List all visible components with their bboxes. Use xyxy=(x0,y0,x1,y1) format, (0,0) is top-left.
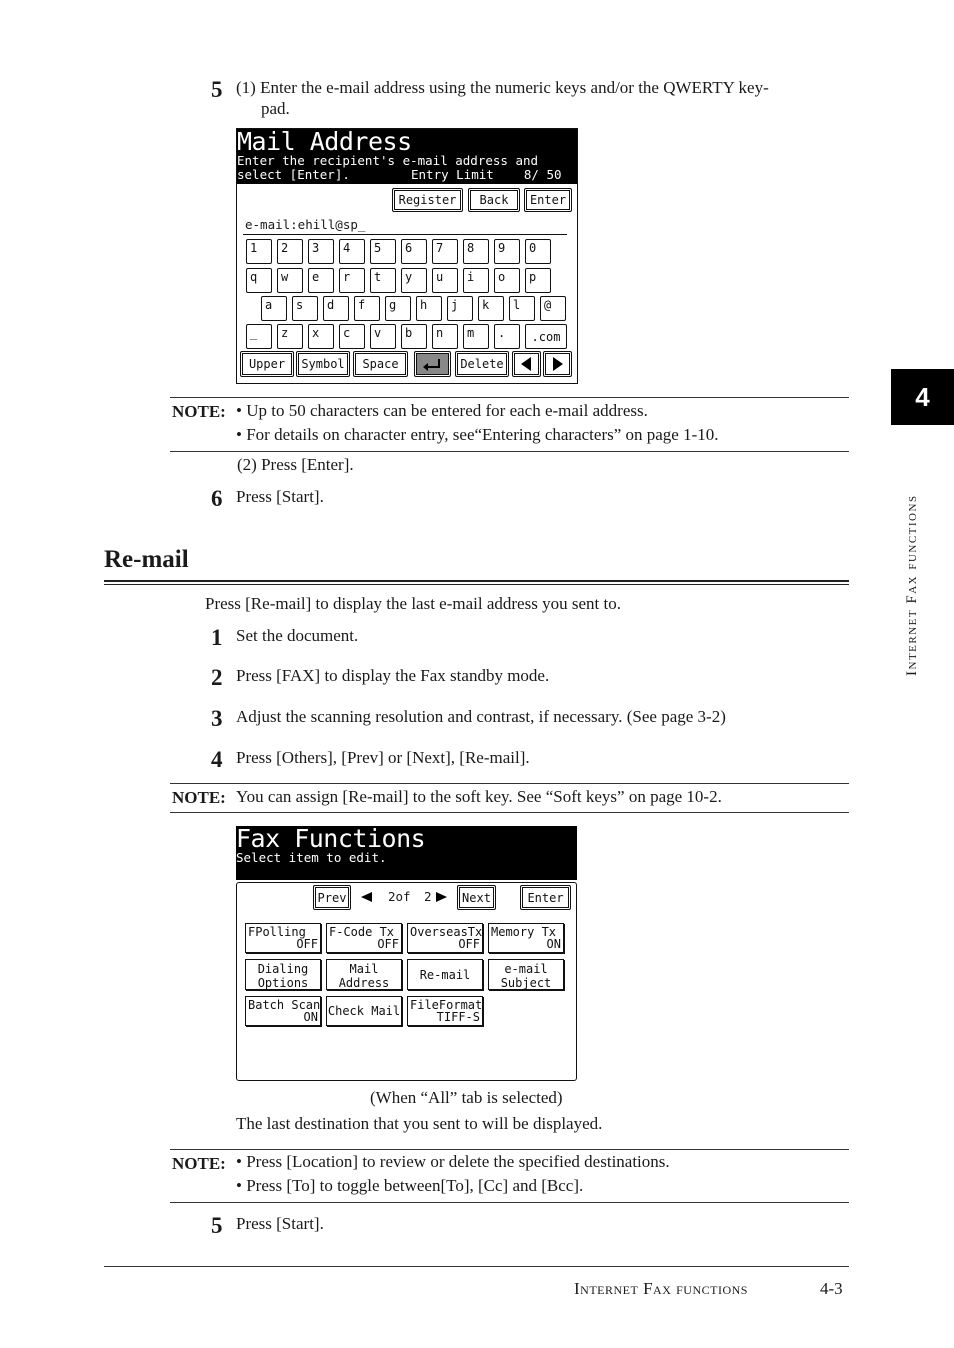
key-b[interactable]: b xyxy=(401,324,427,349)
space-button[interactable]: Space xyxy=(353,351,408,377)
section-heading: Re-mail xyxy=(104,546,189,573)
left-arrow-icon[interactable] xyxy=(512,351,541,377)
right-triangle-icon xyxy=(434,891,448,903)
step-number: 6 xyxy=(211,486,223,511)
next-button[interactable]: Next xyxy=(457,885,496,910)
step-text-continued: pad. xyxy=(261,99,290,118)
memory-tx-button[interactable]: Memory Tx ON xyxy=(488,923,564,953)
check-mail-button[interactable]: Check Mail xyxy=(326,996,402,1026)
key-v[interactable]: v xyxy=(370,324,396,349)
key-c[interactable]: c xyxy=(339,324,365,349)
key-x[interactable]: x xyxy=(308,324,334,349)
upper-button[interactable]: Upper xyxy=(240,351,294,377)
page-indicator: 2of xyxy=(388,889,411,904)
screen-header xyxy=(237,129,577,184)
screen-subtitle: Enter the recipient's e-mail address and xyxy=(237,153,539,168)
key-n[interactable]: n xyxy=(432,324,458,349)
key-p[interactable]: p xyxy=(525,268,551,293)
key-underscore[interactable]: _ xyxy=(246,324,272,349)
overseas-tx-button[interactable]: OverseasTx OFF xyxy=(407,923,483,953)
step-text: Set the document. xyxy=(236,626,359,645)
note-label: NOTE: xyxy=(172,402,226,421)
step-number: 4 xyxy=(211,747,223,772)
key-6[interactable]: 6 xyxy=(401,239,427,264)
page-total: 2 xyxy=(424,889,432,904)
key-z[interactable]: z xyxy=(277,324,303,349)
footer-rule xyxy=(104,1266,849,1267)
note-label: NOTE: xyxy=(172,1154,226,1173)
key-k[interactable]: k xyxy=(478,296,504,321)
enter-button[interactable]: Enter xyxy=(524,188,572,212)
remail-button[interactable]: Re-mail xyxy=(407,959,483,990)
mail-address-button[interactable]: Mail Address xyxy=(326,959,402,990)
step-text: Press [Start]. xyxy=(236,1214,324,1233)
screen-subtitle: select [Enter]. xyxy=(237,167,350,182)
key-1[interactable]: 1 xyxy=(246,239,272,264)
key-q[interactable]: q xyxy=(246,268,272,293)
note-label: NOTE: xyxy=(172,788,226,807)
key-5[interactable]: 5 xyxy=(370,239,396,264)
email-input-field[interactable]: e-mail:ehill@sp_ xyxy=(245,217,366,232)
key-dotcom[interactable]: .com xyxy=(525,324,567,349)
key-u[interactable]: u xyxy=(432,268,458,293)
back-button[interactable]: Back xyxy=(468,188,520,212)
right-arrow-icon[interactable] xyxy=(543,351,572,377)
note-bullet: • Press [Location] to review or delete the specified destinations. xyxy=(236,1152,670,1171)
step-number: 5 xyxy=(211,77,223,102)
entry-limit: Entry Limit 8/ 50 xyxy=(411,167,562,182)
step-text: (1) Enter the e-mail address using the numeric keys and/or the QWERTY key- xyxy=(236,78,769,97)
section-intro: Press [Re-mail] to display the last e-mail address you sent to. xyxy=(205,594,621,613)
key-s[interactable]: s xyxy=(292,296,318,321)
key-period[interactable]: . xyxy=(494,324,520,349)
key-g[interactable]: g xyxy=(385,296,411,321)
return-icon[interactable] xyxy=(414,351,451,377)
mail-address-screen xyxy=(236,128,578,384)
key-3[interactable]: 3 xyxy=(308,239,334,264)
key-0[interactable]: 0 xyxy=(525,239,551,264)
key-f[interactable]: f xyxy=(354,296,380,321)
step-number: 2 xyxy=(211,665,223,690)
key-i[interactable]: i xyxy=(463,268,489,293)
dialing-options-button[interactable]: Dialing Options xyxy=(245,959,321,990)
email-subject-button[interactable]: e-mail Subject xyxy=(488,959,564,990)
step-text: Press [Start]. xyxy=(236,487,324,506)
chapter-tab: 4 xyxy=(891,369,954,425)
key-t[interactable]: t xyxy=(370,268,396,293)
step-number: 3 xyxy=(211,706,223,731)
substep-text: (2) Press [Enter]. xyxy=(237,455,354,474)
note-bullet: • Press [To] to toggle between[To], [Cc] and [Bcc]. xyxy=(236,1176,584,1195)
divider xyxy=(170,451,849,452)
key-d[interactable]: d xyxy=(323,296,349,321)
key-r[interactable]: r xyxy=(339,268,365,293)
screen-title: Mail Address xyxy=(237,127,412,156)
key-h[interactable]: h xyxy=(416,296,442,321)
note-bullet: • For details on character entry, see“Entering characters” on page 1-10. xyxy=(236,425,719,444)
fax-functions-screen xyxy=(236,826,577,1081)
footer-title: Internet Fax functions xyxy=(574,1279,748,1298)
divider xyxy=(170,783,849,784)
key-w[interactable]: w xyxy=(277,268,303,293)
step-text: Press [Others], [Prev] or [Next], [Re-mail]. xyxy=(236,748,530,767)
step-number: 1 xyxy=(211,625,223,650)
left-triangle-icon xyxy=(360,891,374,903)
fcode-tx-button[interactable]: F-Code Tx OFF xyxy=(326,923,402,953)
divider xyxy=(170,1202,849,1203)
heading-rule xyxy=(104,584,849,585)
side-running-title: Internet Fax functions xyxy=(904,494,920,676)
screen-title: Fax Functions xyxy=(236,824,426,853)
heading-rule xyxy=(104,580,849,582)
step-number: 5 xyxy=(211,1213,223,1238)
figure-caption: (When “All” tab is selected) xyxy=(370,1088,563,1107)
page-number: 4-3 xyxy=(820,1279,843,1298)
delete-button[interactable]: Delete xyxy=(455,351,509,377)
key-7[interactable]: 7 xyxy=(432,239,458,264)
prev-button[interactable]: Prev xyxy=(313,885,351,910)
key-8[interactable]: 8 xyxy=(463,239,489,264)
divider xyxy=(170,1149,849,1150)
key-4[interactable]: 4 xyxy=(339,239,365,264)
divider xyxy=(170,397,849,398)
symbol-button[interactable]: Symbol xyxy=(296,351,350,377)
screen-header xyxy=(236,826,577,880)
step-text: Press [FAX] to display the Fax standby mode. xyxy=(236,666,550,685)
note-text: You can assign [Re-mail] to the soft key. See “Soft keys” on page 10-2. xyxy=(236,787,722,806)
divider xyxy=(170,812,849,813)
register-button[interactable]: Register xyxy=(392,188,463,212)
screen-subtitle: Select item to edit. xyxy=(236,850,387,865)
key-j[interactable]: j xyxy=(447,296,473,321)
key-2[interactable]: 2 xyxy=(277,239,303,264)
key-l[interactable]: l xyxy=(509,296,535,321)
fpolling-button[interactable]: FPolling OFF xyxy=(245,923,321,953)
key-9[interactable]: 9 xyxy=(494,239,520,264)
key-e[interactable]: e xyxy=(308,268,334,293)
step-text: Adjust the scanning resolution and contrast, if necessary. (See page 3-2) xyxy=(236,707,726,726)
input-underline xyxy=(243,234,567,235)
key-at[interactable]: @ xyxy=(540,296,566,321)
file-format-button[interactable]: FileFormat TIFF-S xyxy=(407,996,483,1026)
key-a[interactable]: a xyxy=(261,296,287,321)
batch-scan-button[interactable]: Batch Scan ON xyxy=(245,996,321,1026)
enter-button[interactable]: Enter xyxy=(520,885,571,910)
body-text: The last destination that you sent to will be displayed. xyxy=(236,1114,603,1133)
key-m[interactable]: m xyxy=(463,324,489,349)
key-o[interactable]: o xyxy=(494,268,520,293)
note-bullet: • Up to 50 characters can be entered for each e-mail address. xyxy=(236,401,648,420)
key-y[interactable]: y xyxy=(401,268,427,293)
